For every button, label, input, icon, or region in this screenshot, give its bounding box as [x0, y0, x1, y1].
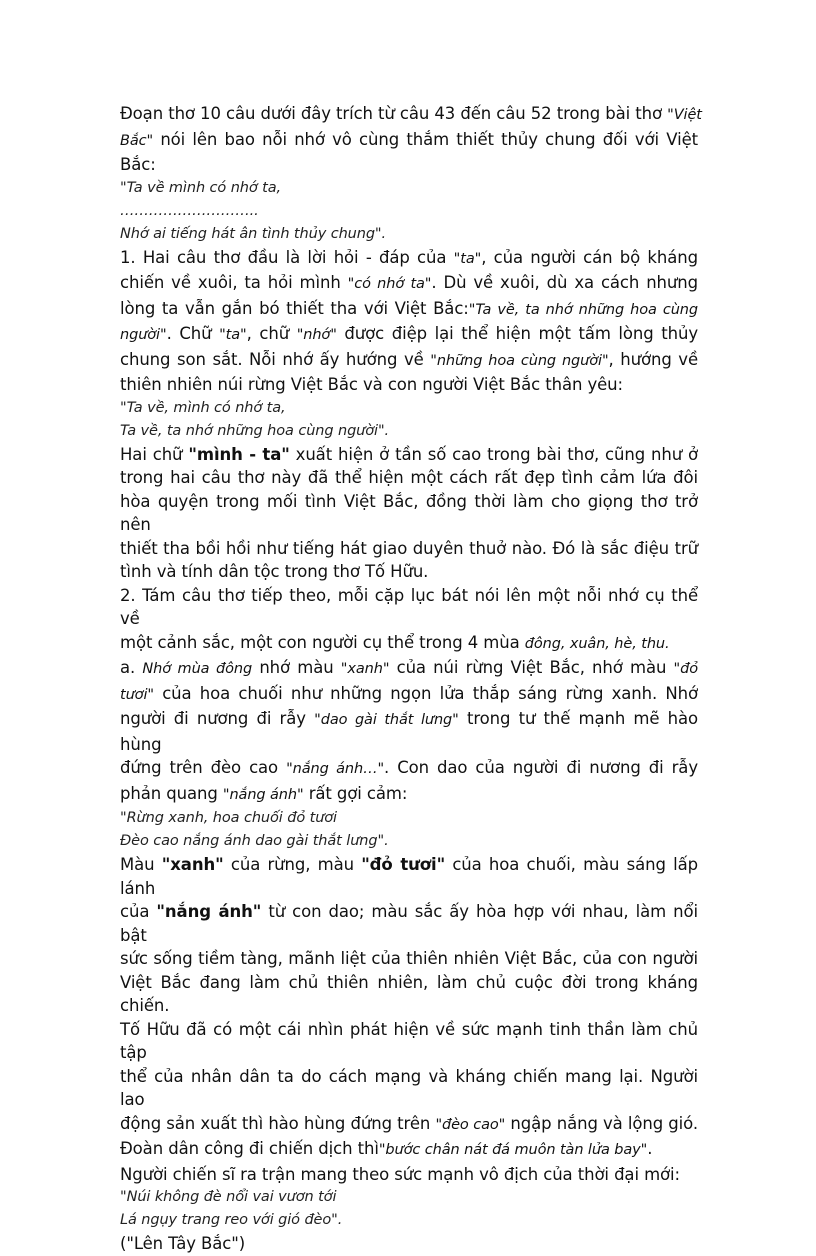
- paragraph-line: [120, 466, 698, 490]
- text-segment: Màu: [120, 855, 162, 874]
- poem-quote-line: [120, 1186, 698, 1209]
- text-segment: Nhớ mùa đông: [142, 661, 253, 677]
- text-segment: Hai chữ: [120, 444, 189, 464]
- text-segment: rất gợi cảm:: [303, 783, 408, 803]
- text-segment: người": [120, 327, 167, 343]
- text-segment: ngập nắng và lộng gió.: [505, 1113, 698, 1133]
- text-segment: .: [647, 1139, 653, 1158]
- paragraph-line: [120, 971, 698, 1018]
- text-segment: a.: [120, 658, 143, 677]
- paragraph-line: [120, 102, 702, 128]
- paragraph-line: [120, 756, 698, 782]
- paragraph-line: [120, 853, 698, 900]
- text-segment: nói lên bao nỗi nhớ vô cùng thắm thiết thủy chung đối với Việt: [153, 129, 698, 149]
- text-segment: trong hai câu thơ này đã thể hiện một cách rất đẹp tình cảm lứa đôi: [120, 468, 698, 487]
- text-segment: Bắc": [120, 132, 154, 149]
- text-segment: "Ta về, mình có nhớ ta,: [120, 399, 286, 416]
- paragraph-line: [120, 443, 698, 467]
- text-segment: người đi nương đi rẫy: [120, 709, 315, 728]
- text-segment: "Ta về, ta nhớ những hoa cùng: [468, 301, 698, 318]
- paragraph-line: [120, 490, 698, 537]
- text-segment: lòng ta vẫn gắn bó thiết tha với Việt Bắc:: [120, 298, 469, 318]
- text-segment: . Chữ: [166, 324, 220, 343]
- text-segment: Lá ngụy trang reo với gió đèo".: [120, 1212, 343, 1228]
- text-segment: "Rừng xanh, hoa chuối đỏ tươi: [120, 810, 337, 826]
- text-segment: của hoa chuối, màu sáng lấp lánh: [120, 855, 698, 898]
- paragraph-line: [120, 631, 698, 657]
- text-segment: "đỏ tươi": [361, 855, 446, 874]
- text-segment: , của người cán bộ kháng: [481, 247, 698, 267]
- text-segment: ………………………..: [120, 202, 259, 219]
- poem-quote-line: [120, 200, 698, 223]
- text-segment: của rừng, màu: [223, 855, 362, 874]
- paragraph-line: [120, 1163, 698, 1187]
- poem-quote-line: [120, 223, 698, 246]
- text-segment: Đoàn dân công đi chiến dịch thì: [120, 1139, 379, 1158]
- text-segment: nhớ màu: [252, 658, 341, 677]
- paragraph-line: [120, 128, 698, 154]
- text-segment: . Dù về xuôi, dù xa cách nhưng: [431, 273, 699, 292]
- text-segment: trong tư thế mạnh mẽ hào hùng: [120, 709, 699, 754]
- paragraph-line: [120, 947, 698, 971]
- text-segment: thiên nhiên núi rừng Việt Bắc và con người Việt Bắc thân yêu:: [120, 375, 623, 394]
- paragraph-line: [120, 1018, 698, 1065]
- text-segment: tươi": [120, 686, 154, 703]
- paragraph-line: [120, 271, 698, 297]
- text-segment: được điệp lại thể hiện một tấm lòng thủy: [336, 324, 698, 343]
- paragraph-line: [120, 1112, 698, 1138]
- text-segment: "xanh": [340, 661, 390, 677]
- poem-quote-line: [120, 177, 698, 200]
- paragraph-line: [120, 1232, 698, 1256]
- paragraph-line: [120, 297, 698, 323]
- text-segment: Đèo cao nắng ánh dao gài thắt lưng".: [120, 833, 389, 849]
- text-segment: "xanh": [161, 855, 224, 874]
- text-segment: xuất hiện ở tần số cao trong bài thơ, cũng như ở: [289, 444, 699, 464]
- text-segment: "Ta về mình có nhớ ta,: [120, 179, 282, 196]
- text-segment: "nắng ánh": [222, 786, 304, 803]
- text-segment: 2. Tám câu thơ tiếp theo, mỗi cặp lục bát nói lên một nỗi nhớ cụ thể về: [120, 585, 698, 628]
- text-segment: , hướng về: [608, 349, 698, 369]
- paragraph-line: [120, 560, 698, 584]
- text-segment: "những hoa cùng người": [430, 352, 609, 369]
- poem-quote-line: [120, 807, 698, 830]
- paragraph-line: [120, 900, 698, 947]
- text-segment: . Con dao của người đi nương đi rẫy: [384, 758, 698, 777]
- text-segment: đông, xuân, hè, thu.: [524, 635, 670, 652]
- paragraph-line: [120, 682, 698, 708]
- text-segment: "ta": [453, 250, 482, 267]
- paragraph-line: [120, 246, 698, 272]
- paragraph-line: [120, 707, 698, 756]
- text-segment: 1. Hai câu thơ đầu là lời hỏi - đáp của: [120, 247, 454, 267]
- document-body: [120, 102, 702, 1256]
- paragraph-line: [120, 656, 698, 682]
- text-segment: sức sống tiềm tàng, mãnh liệt của thiên nhiên Việt Bắc, của con người: [120, 949, 698, 968]
- text-segment: của hoa chuối như những ngọn lửa thắp sáng rừng xanh. Nhớ: [153, 683, 698, 703]
- text-segment: thể của nhân dân ta do cách mạng và kháng chiến mang lại. Người lao: [120, 1066, 698, 1109]
- paragraph-line: [120, 1065, 698, 1112]
- text-segment: Nhớ ai tiếng hát ân tình thủy chung".: [120, 225, 387, 242]
- text-segment: Ta về, ta nhớ những hoa cùng người".: [120, 422, 390, 439]
- text-segment: "ta": [219, 327, 247, 343]
- text-segment: Việt Bắc đang làm chủ thiên nhiên, làm chủ cuộc đời trong kháng chiến.: [120, 972, 698, 1015]
- text-segment: ("Lên Tây Bắc"): [120, 1234, 246, 1253]
- text-segment: "có nhớ ta": [347, 276, 432, 292]
- poem-quote-line: [120, 397, 698, 420]
- text-segment: Đoạn thơ 10 câu dưới đây trích từ câu 43 đến câu 52 trong bài thơ: [120, 104, 668, 123]
- poem-quote-line: [120, 830, 698, 853]
- text-segment: "Núi không đè nổi vai vươn tới: [120, 1189, 337, 1205]
- text-segment: chung son sắt. Nỗi nhớ ấy hướng về: [120, 349, 431, 369]
- text-segment: đứng trên đèo cao: [120, 758, 287, 777]
- text-segment: một cảnh sắc, một con người cụ thể trong 4 mùa: [120, 632, 525, 652]
- paragraph-line: [120, 1137, 698, 1163]
- text-segment: "mình - ta": [188, 444, 290, 464]
- text-segment: "dao gài thắt lưng": [314, 712, 459, 728]
- text-segment: "đỏ: [673, 661, 698, 677]
- text-segment: "Việt: [667, 107, 702, 123]
- text-segment: Người chiến sĩ ra trận mang theo sức mạnh vô địch của thời đại mới:: [120, 1164, 680, 1184]
- text-segment: Bắc:: [120, 155, 156, 174]
- paragraph-line: [120, 322, 698, 348]
- text-segment: chiến về xuôi, ta hỏi mình: [120, 273, 348, 292]
- text-segment: , chữ: [246, 324, 297, 343]
- text-segment: "bước chân nát đá muôn tàn lửa bay": [378, 1142, 648, 1158]
- poem-quote-line: [120, 420, 698, 443]
- paragraph-line: [120, 153, 698, 177]
- paragraph-line: [120, 782, 698, 808]
- poem-quote-line: [120, 1209, 698, 1232]
- text-segment: phản quang: [120, 783, 223, 803]
- text-segment: "nắng ánh": [156, 902, 262, 921]
- text-segment: "đèo cao": [435, 1116, 506, 1133]
- text-segment: của: [120, 902, 157, 921]
- text-segment: "nắng ánh…": [286, 761, 385, 777]
- text-segment: động sản xuất thì hào hùng đứng trên: [120, 1113, 436, 1133]
- text-segment: thiết tha bồi hồi như tiếng hát giao duyên thuở nào. Đó là sắc điệu trữ: [120, 538, 698, 558]
- paragraph-line: [120, 537, 698, 561]
- text-segment: của núi rừng Việt Bắc, nhớ màu: [389, 658, 674, 677]
- text-segment: từ con dao; màu sắc ấy hòa hợp với nhau, làm nổi bật: [120, 902, 698, 945]
- paragraph-line: [120, 348, 698, 374]
- paragraph-line: [120, 373, 698, 397]
- text-segment: Tố Hữu đã có một cái nhìn phát hiện về sức mạnh tinh thần làm chủ tập: [120, 1019, 698, 1062]
- text-segment: "nhớ": [296, 327, 337, 343]
- text-segment: tình và tính dân tộc trong thơ Tố Hữu.: [120, 562, 429, 581]
- paragraph-line: [120, 584, 698, 631]
- text-segment: hòa quyện trong mối tình Việt Bắc, đồng thời làm cho giọng thơ trở nên: [120, 491, 698, 534]
